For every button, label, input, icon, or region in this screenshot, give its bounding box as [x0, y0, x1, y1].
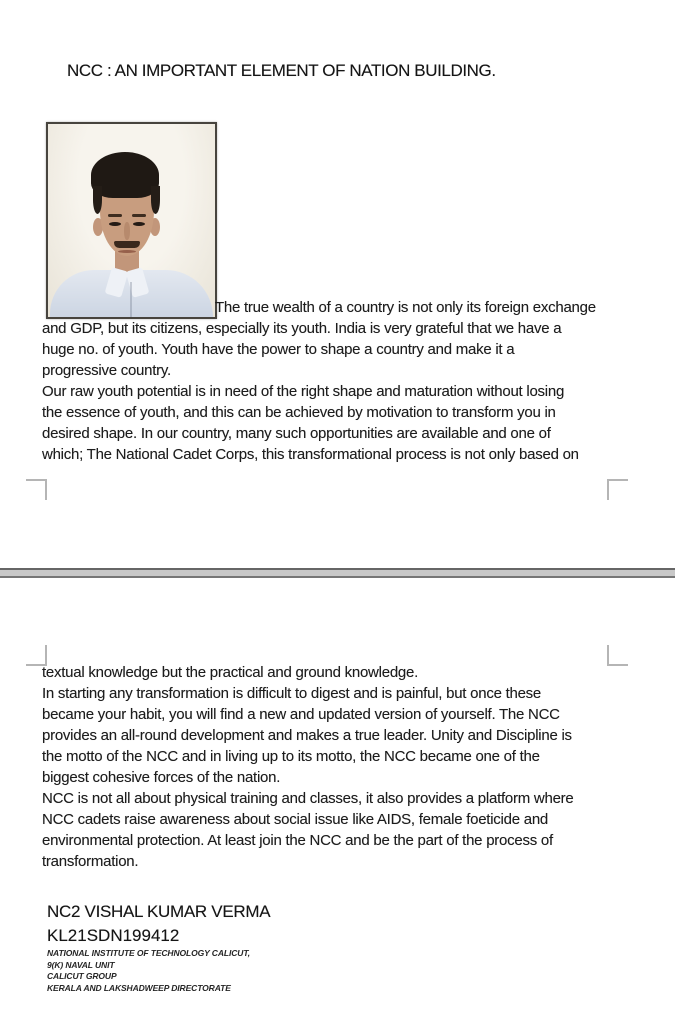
- body-text-line: NCC cadets raise awareness about social issue like AIDS, female foeticide and: [42, 811, 549, 828]
- signature-directorate: KERALA AND LAKSHADWEEP DIRECTORATE: [47, 983, 231, 993]
- person-eyebrow-left: [108, 214, 122, 217]
- body-text-line: which; The National Cadet Corps, this transformational process is not only based on: [42, 446, 579, 463]
- body-text-line: The true wealth of a country is not only its foreign exchange: [215, 299, 596, 316]
- body-text-line: textual knowledge but the practical and ground knowledge.: [42, 664, 419, 681]
- body-text-line: and GDP, but its citizens, especially its youth. India is very grateful that we have a: [42, 320, 562, 337]
- signature-group: CALICUT GROUP: [47, 971, 117, 981]
- body-text-line: desired shape. In our country, many such opportunities are available and one of: [42, 425, 551, 442]
- person-eye-right: [133, 222, 145, 226]
- body-text-line: huge no. of youth. Youth have the power to shape a country and make it a: [42, 341, 515, 358]
- person-sideburn-right: [151, 186, 160, 214]
- body-text-line: NCC is not all about physical training and classes, it also provides a platform where: [42, 790, 574, 807]
- margin-corner-mark-top-right: [607, 645, 628, 666]
- body-text-line: environmental protection. At least join the NCC and be the part of the process of: [42, 832, 553, 849]
- person-shirt-placket: [130, 282, 132, 317]
- person-eyebrow-right: [132, 214, 146, 217]
- signature-institute: NATIONAL INSTITUTE OF TECHNOLOGY CALICUT,: [47, 948, 251, 958]
- body-text-line: Our raw youth potential is in need of the right shape and maturation without losing: [42, 383, 565, 400]
- body-text-line: the motto of the NCC and in living up to its motto, the NCC became one of the: [42, 748, 540, 765]
- body-text-line: progressive country.: [42, 362, 171, 379]
- document-title: NCC : AN IMPORTANT ELEMENT OF NATION BUILDING.: [67, 61, 496, 80]
- person-mustache: [114, 241, 140, 248]
- body-text-line: biggest cohesive forces of the nation.: [42, 769, 281, 786]
- signature-unit: 9(K) NAVAL UNIT: [47, 960, 115, 970]
- signature-reg-no: KL21SDN199412: [47, 926, 180, 945]
- person-eye-left: [109, 222, 121, 226]
- body-text-line: provides an all-round development and makes a true leader. Unity and Discipline is: [42, 727, 572, 744]
- body-text-line: became your habit, you will find a new and updated version of yourself. The NCC: [42, 706, 560, 723]
- person-mouth: [118, 250, 136, 253]
- person-sideburn-left: [93, 186, 102, 214]
- body-text-line: the essence of youth, and this can be achieved by motivation to transform you in: [42, 404, 556, 421]
- signature-name: NC2 VISHAL KUMAR VERMA: [47, 902, 271, 921]
- body-text-line: In starting any transformation is difficult to digest and is painful, but once these: [42, 685, 542, 702]
- body-text-line: transformation.: [42, 853, 139, 870]
- person-nose: [124, 222, 130, 240]
- margin-corner-mark-top-left: [26, 645, 47, 666]
